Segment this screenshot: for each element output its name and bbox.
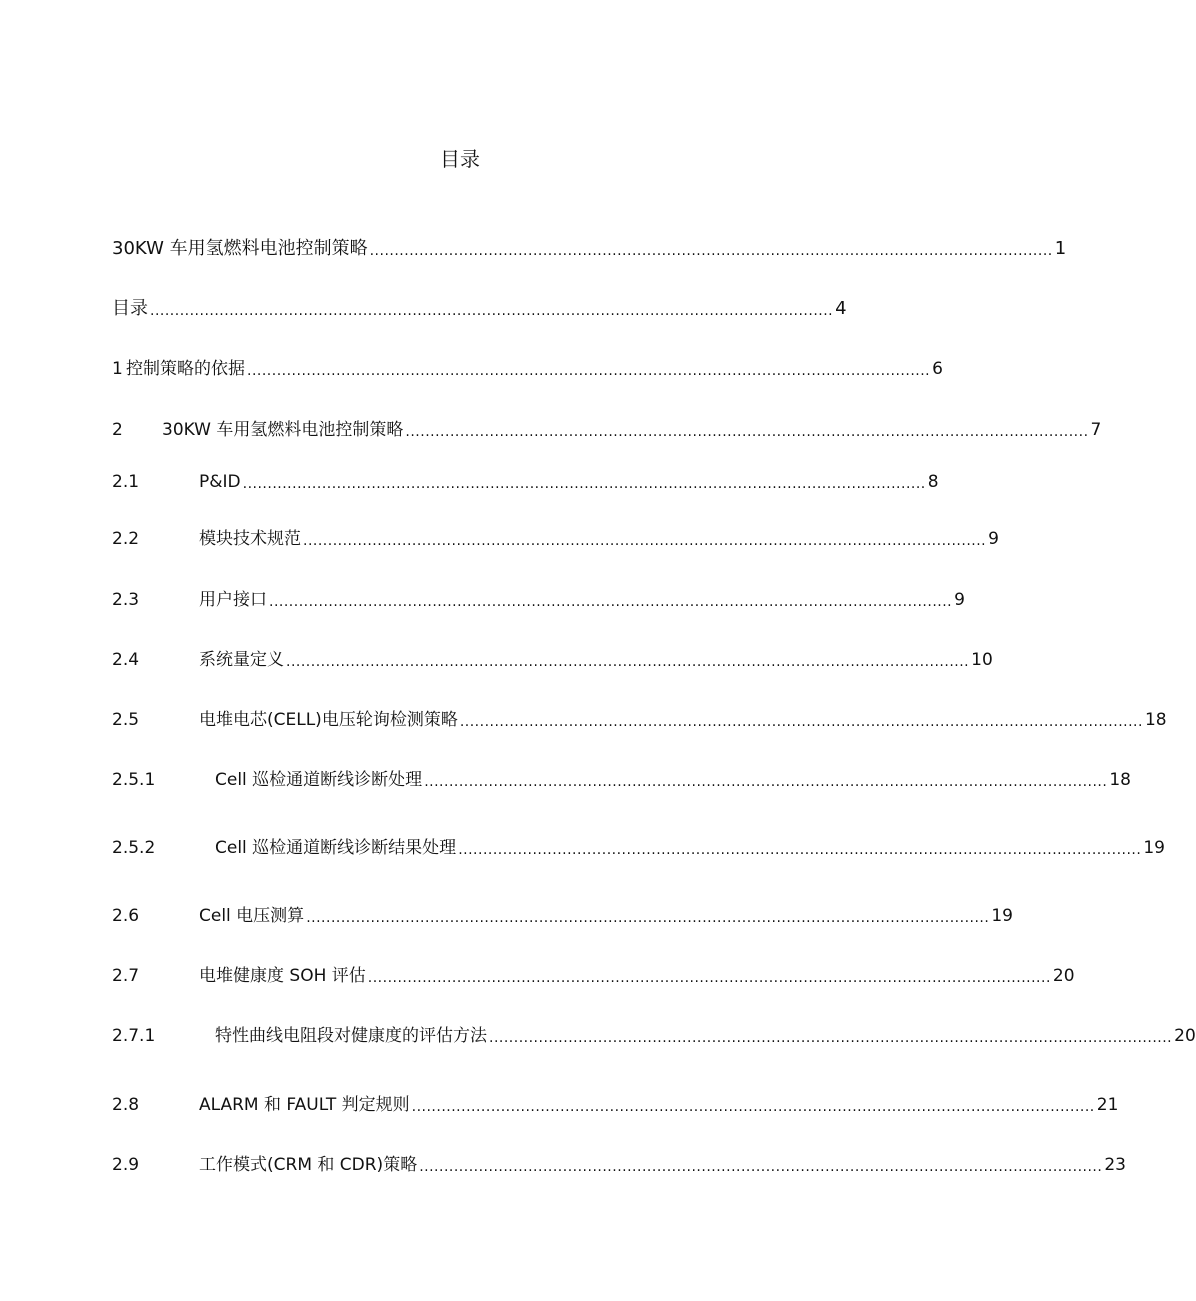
toc-entry-text: 用户接口 [199, 590, 267, 610]
toc-entry-number: 2.6 [112, 906, 140, 926]
toc-entry[interactable] [112, 234, 1067, 260]
toc-entry-text: Cell 巡检通道断线诊断处理 [215, 770, 423, 790]
toc-entry-text: 工作模式(CRM 和 CDR)策略 [199, 1155, 418, 1175]
toc-entry[interactable] [112, 833, 1165, 859]
toc-entry-text: 系统量定义 [199, 650, 284, 670]
toc-entry-number: 1 [112, 359, 123, 379]
toc-entry-text: Cell 巡检通道断线诊断结果处理 [215, 838, 457, 858]
page-title: 目录 [440, 147, 480, 171]
toc-entry-number: 2.5.1 [112, 770, 156, 790]
toc-entry-text: 30KW 车用氢燃料电池控制策略 [112, 238, 368, 259]
toc-entry-number: 2.5 [112, 710, 140, 730]
toc-entry-page: 4 [835, 298, 847, 319]
toc-entry-page: 19 [991, 906, 1013, 926]
toc-entry-text: P&ID [199, 472, 241, 492]
toc-entry[interactable] [112, 1150, 1126, 1176]
toc-entry-page: 7 [1090, 420, 1102, 440]
toc-entry-page: 6 [932, 359, 943, 379]
toc-entry-number: 2 [112, 420, 123, 440]
toc-entry[interactable] [112, 901, 1013, 927]
toc-entry-text: 模块技术规范 [199, 529, 301, 549]
toc-leader-dots: .......................................................................................................................................... [303, 533, 987, 549]
toc-entry-page: 20 [1052, 966, 1075, 986]
toc-leader-dots: .......................................................................................................................................... [489, 1030, 1173, 1046]
toc-leader-dots: .......................................................................................................................................... [459, 714, 1143, 730]
toc-entry-page: 23 [1104, 1155, 1126, 1175]
toc-entry[interactable] [112, 294, 847, 320]
toc-entry-page: 8 [927, 472, 939, 492]
toc-entry[interactable] [112, 354, 943, 380]
toc-entry-text: 特性曲线电阻段对健康度的评估方法 [215, 1026, 487, 1046]
toc-entry-page: 9 [988, 529, 999, 549]
toc-leader-dots: .......................................................................................................................................... [269, 594, 953, 610]
toc-leader-dots: .......................................................................................................................................... [458, 842, 1142, 858]
toc-entry-number: 2.8 [112, 1095, 140, 1115]
toc-entry[interactable] [112, 524, 999, 550]
toc-entry[interactable] [112, 705, 1167, 731]
toc-entry[interactable] [112, 415, 1102, 441]
toc-entry-text: ALARM 和 FAULT 判定规则 [199, 1095, 410, 1115]
toc-entry-number: 2.9 [112, 1155, 140, 1175]
toc-entry-page: 1 [1054, 238, 1067, 259]
toc-leader-dots: .......................................................................................................................................... [242, 476, 926, 492]
toc-entry[interactable] [112, 645, 993, 671]
toc-entry-text: 30KW 车用氢燃料电池控制策略 [162, 420, 404, 440]
toc-entry-number: 2.1 [112, 472, 140, 492]
toc-leader-dots: .......................................................................................................................................... [419, 1159, 1103, 1175]
toc-entry-number: 2.3 [112, 590, 140, 610]
toc-entry[interactable] [112, 467, 939, 493]
toc-leader-dots: .......................................................................................................................................... [405, 424, 1089, 440]
toc-leader-dots: .......................................................................................................................................... [150, 303, 834, 319]
toc-entry-page: 21 [1096, 1095, 1119, 1115]
toc-entry[interactable] [112, 1090, 1119, 1116]
toc-entry-page: 10 [971, 650, 993, 670]
toc-entry-text: 控制策略的依据 [126, 359, 245, 379]
toc-entry-number: 2.7.1 [112, 1026, 156, 1046]
toc-leader-dots: .......................................................................................................................................... [424, 774, 1108, 790]
toc-leader-dots: .......................................................................................................................................... [286, 654, 970, 670]
toc-leader-dots: .......................................................................................................................................... [367, 970, 1051, 986]
toc-entry-text: 电堆健康度 SOH 评估 [199, 966, 366, 986]
toc-entry-page: 19 [1143, 838, 1165, 858]
toc-entry-page: 18 [1109, 770, 1131, 790]
toc-entry-text: Cell 电压测算 [199, 906, 305, 926]
toc-entry[interactable] [112, 585, 965, 611]
toc-entry-page: 9 [954, 590, 965, 610]
toc-entry-number: 2.4 [112, 650, 140, 670]
toc-entry[interactable] [112, 1021, 1196, 1047]
toc-entry-number: 2.5.2 [112, 838, 156, 858]
toc-entry-text: 电堆电芯(CELL)电压轮询检测策略 [199, 710, 458, 730]
toc-entry-number: 2.2 [112, 529, 140, 549]
toc-entry-text: 目录 [112, 298, 148, 319]
toc-leader-dots: .......................................................................................................................................... [247, 363, 931, 379]
toc-entry-page: 20 [1174, 1026, 1196, 1046]
toc-entry[interactable] [112, 961, 1075, 987]
toc-entry[interactable] [112, 765, 1131, 791]
toc-entry-page: 18 [1144, 710, 1167, 730]
toc-leader-dots: .......................................................................................................................................... [369, 243, 1053, 259]
toc-leader-dots: .......................................................................................................................................... [411, 1099, 1095, 1115]
toc-entry-number: 2.7 [112, 966, 140, 986]
toc-leader-dots: .......................................................................................................................................... [306, 910, 990, 926]
